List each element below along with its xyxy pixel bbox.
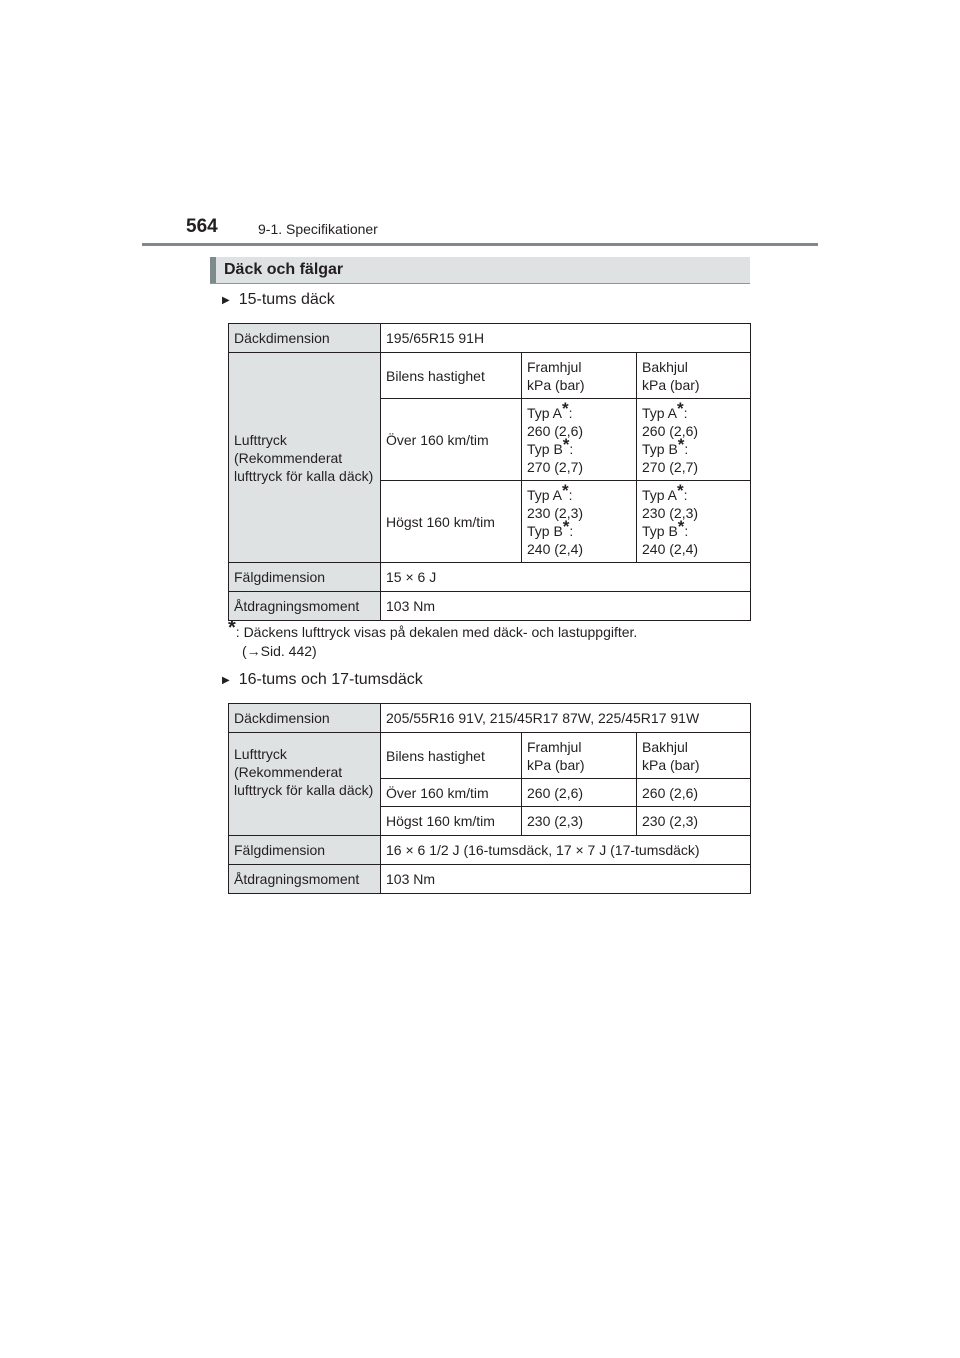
rim-size-value: 15 × 6 J: [381, 563, 751, 592]
speed-over-160: Över 160 km/tim: [381, 779, 522, 807]
rim-size-value: 16 × 6 1/2 J (16-tumsdäck, 17 × 7 J (17-tumsdäck): [381, 836, 751, 865]
footnote-star: *: [562, 434, 570, 454]
footnote-star: *: [677, 480, 684, 500]
page-number: 564: [186, 216, 218, 237]
table-row: [229, 836, 751, 865]
front-pressure-over-160: 260 (2,6): [522, 779, 637, 807]
rear-pressure-over-160: 260 (2,6): [637, 779, 751, 807]
section-title: Däck och fälgar: [224, 261, 344, 278]
tire-table-15: [228, 323, 751, 621]
footnote-text: : Däckens lufttryck visas på dekalen med däck- och lastuppgifter.: [235, 624, 638, 640]
torque-value: 103 Nm: [381, 865, 751, 894]
rear-wheel-header: Bakhjul kPa (bar): [637, 733, 751, 779]
triangle-bullet-icon: ▶: [222, 294, 230, 306]
footnote: [228, 617, 638, 661]
table-row: [229, 563, 751, 592]
subheading-16-17-inch: [222, 671, 423, 689]
table-row: [229, 592, 751, 621]
subheading-15-text: 15-tums däck: [238, 291, 335, 308]
torque-label: Åtdragningsmoment: [229, 865, 381, 894]
torque-value: 103 Nm: [381, 592, 751, 621]
subheading-16-text: 16-tums och 17-tumsdäck: [238, 671, 423, 688]
tire-size-value: 195/65R15 91H: [381, 324, 751, 353]
section-heading: [210, 257, 750, 284]
rim-size-label: Fälgdimension: [229, 836, 381, 865]
footnote-star: *: [562, 516, 570, 536]
footnote-star: *: [677, 516, 685, 536]
front-wheel-header: Framhjul kPa (bar): [522, 733, 637, 779]
pressure-label: Lufttryck (Rekommenderat lufttryck för kalla däck): [229, 353, 381, 563]
footnote-star: *: [677, 398, 684, 418]
table-row: [229, 865, 751, 894]
footnote-star: *: [562, 480, 569, 500]
footnote-marker: *: [228, 617, 236, 639]
tire-size-label: Däckdimension: [229, 704, 381, 733]
front-pressure-max-160: 230 (2,3): [522, 807, 637, 836]
speed-over-160: Över 160 km/tim: [381, 399, 522, 481]
section-accent: [210, 257, 216, 283]
front-pressure-max-160: Typ A*: 230 (2,3) Typ B*: 240 (2,4): [522, 481, 637, 563]
rear-pressure-max-160: 230 (2,3): [637, 807, 751, 836]
subheading-15-inch: [222, 291, 335, 309]
front-wheel-header: Framhjul kPa (bar): [522, 353, 637, 399]
header-divider: [142, 243, 818, 246]
table-row: [229, 733, 751, 779]
triangle-bullet-icon: ▶: [222, 674, 230, 686]
tire-size-label: Däckdimension: [229, 324, 381, 353]
speed-header: Bilens hastighet: [381, 733, 522, 779]
table-row: [229, 353, 751, 399]
front-pressure-over-160: Typ A*: 260 (2,6) Typ B*: 270 (2,7): [522, 399, 637, 481]
table-row: [229, 704, 751, 733]
chapter-title: 9-1. Specifikationer: [258, 221, 378, 237]
rim-size-label: Fälgdimension: [229, 563, 381, 592]
speed-header: Bilens hastighet: [381, 353, 522, 399]
pressure-label: Lufttryck (Rekommenderat lufttryck för kalla däck): [229, 733, 381, 836]
footnote-star: *: [677, 434, 685, 454]
page-reference-link[interactable]: (→Sid. 442): [242, 643, 317, 659]
tire-table-16-17: [228, 703, 751, 894]
speed-max-160: Högst 160 km/tim: [381, 807, 522, 836]
rear-wheel-header: Bakhjul kPa (bar): [637, 353, 751, 399]
rear-pressure-max-160: Typ A*: 230 (2,3) Typ B*: 240 (2,4): [637, 481, 751, 563]
tire-size-value: 205/55R16 91V, 215/45R17 87W, 225/45R17 91W: [381, 704, 751, 733]
speed-max-160: Högst 160 km/tim: [381, 481, 522, 563]
torque-label: Åtdragningsmoment: [229, 592, 381, 621]
footnote-star: *: [562, 398, 569, 418]
rear-pressure-over-160: Typ A*: 260 (2,6) Typ B*: 270 (2,7): [637, 399, 751, 481]
table-row: [229, 324, 751, 353]
